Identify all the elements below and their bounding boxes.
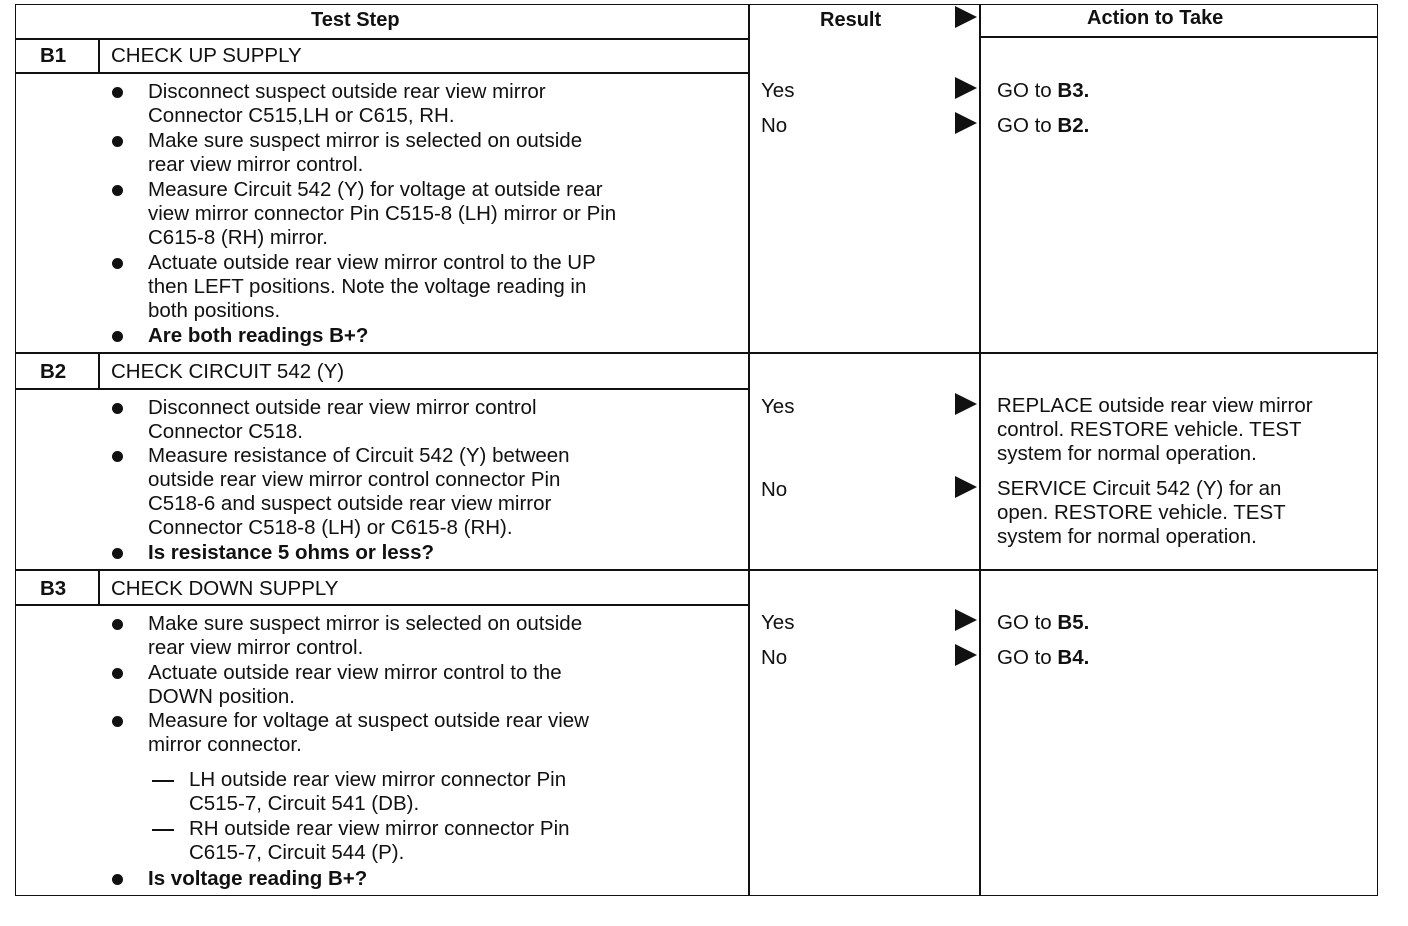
action-line: control. RESTORE vehicle. TEST [997,418,1302,441]
instruction-line: Connector C518. [148,420,303,443]
step-id-divider [15,72,749,74]
header-divider [15,38,749,40]
dash-icon [152,780,174,782]
step-title: CHECK DOWN SUPPLY [111,577,339,600]
column-divider-result [748,4,750,896]
bullet-icon [112,87,123,98]
step-id: B2 [40,360,67,383]
bullet-icon [112,185,123,196]
action-line: system for normal operation. [997,525,1257,548]
bullet-icon [112,548,123,559]
instruction-line: mirror connector. [148,733,302,756]
action-line: system for normal operation. [997,442,1257,465]
instruction-line: view mirror connector Pin C515-8 (LH) mirror or Pin [148,202,617,225]
instruction-line: Connector C515,LH or C615, RH. [148,104,455,127]
bullet-icon [112,619,123,630]
instruction-line: Make sure suspect mirror is selected on outside [148,612,583,635]
instruction-line: C615-8 (RH) mirror. [148,226,328,249]
bullet-icon [112,668,123,679]
step-id-separator [98,38,100,73]
dash-icon [152,829,174,831]
step-id-divider [15,604,749,606]
arrow-icon [955,77,977,99]
bullet-icon [112,403,123,414]
step-id-divider [15,388,749,390]
instruction-line: Measure Circuit 542 (Y) for voltage at outside rear [148,178,603,201]
bullet-icon [112,331,123,342]
header-action: Action to Take [1087,7,1224,29]
instruction-line: C615-7, Circuit 544 (P). [189,841,405,864]
header-divider-action [979,36,1378,38]
result-label: Yes [761,611,795,634]
result-label: No [761,478,788,501]
header-result: Result [820,9,882,31]
instruction-line: Disconnect suspect outside rear view mirror [148,80,546,103]
arrow-icon [955,644,977,666]
result-label: No [761,646,788,669]
result-label: Yes [761,395,795,418]
result-label: Yes [761,79,795,102]
action-line: open. RESTORE vehicle. TEST [997,501,1286,524]
instruction-line: Measure resistance of Circuit 542 (Y) between [148,444,570,467]
step-separator [15,352,1378,354]
step-title: CHECK CIRCUIT 542 (Y) [111,360,345,383]
instruction-line: rear view mirror control. [148,153,364,176]
question-line: Is voltage reading B+? [148,867,368,890]
instruction-line: rear view mirror control. [148,636,364,659]
arrow-icon [955,112,977,134]
arrow-icon [955,609,977,631]
instruction-line: then LEFT positions. Note the voltage reading in [148,275,587,298]
action-text: GO to B2. [997,114,1090,137]
action-line: SERVICE Circuit 542 (Y) for an [997,477,1282,500]
instruction-line: Actuate outside rear view mirror control to the [148,661,562,684]
action-text: GO to B3. [997,79,1090,102]
step-id: B3 [40,577,67,600]
instruction-line: RH outside rear view mirror connector Pin [189,817,570,840]
instruction-line: outside rear view mirror control connector Pin [148,468,561,491]
bullet-icon [112,258,123,269]
action-text: GO to B4. [997,646,1090,669]
instruction-line: C515-7, Circuit 541 (DB). [189,792,420,815]
instruction-line: Make sure suspect mirror is selected on outside [148,129,583,152]
instruction-line: both positions. [148,299,281,322]
bullet-icon [112,136,123,147]
action-text: GO to B5. [997,611,1090,634]
header-test-step: Test Step [311,9,400,31]
step-id-separator [98,569,100,605]
instruction-line: Actuate outside rear view mirror control to the UP [148,251,596,274]
question-line: Are both readings B+? [148,324,369,347]
bullet-icon [112,874,123,885]
instruction-line: LH outside rear view mirror connector Pin [189,768,567,791]
arrow-icon [955,393,977,415]
arrow-icon [955,476,977,498]
question-line: Is resistance 5 ohms or less? [148,541,434,564]
bullet-icon [112,716,123,727]
step-id-separator [98,352,100,389]
step-id: B1 [40,44,67,67]
action-line: REPLACE outside rear view mirror [997,394,1313,417]
instruction-line: C518-6 and suspect outside rear view mirror [148,492,552,515]
header-arrow-icon [955,6,977,28]
instruction-line: Measure for voltage at suspect outside rear view [148,709,589,732]
instruction-line: Connector C518-8 (LH) or C615-8 (RH). [148,516,513,539]
step-separator [15,569,1378,571]
instruction-line: Disconnect outside rear view mirror control [148,396,537,419]
bullet-icon [112,451,123,462]
result-label: No [761,114,788,137]
step-title: CHECK UP SUPPLY [111,44,302,67]
column-divider-action [979,4,981,896]
instruction-line: DOWN position. [148,685,295,708]
